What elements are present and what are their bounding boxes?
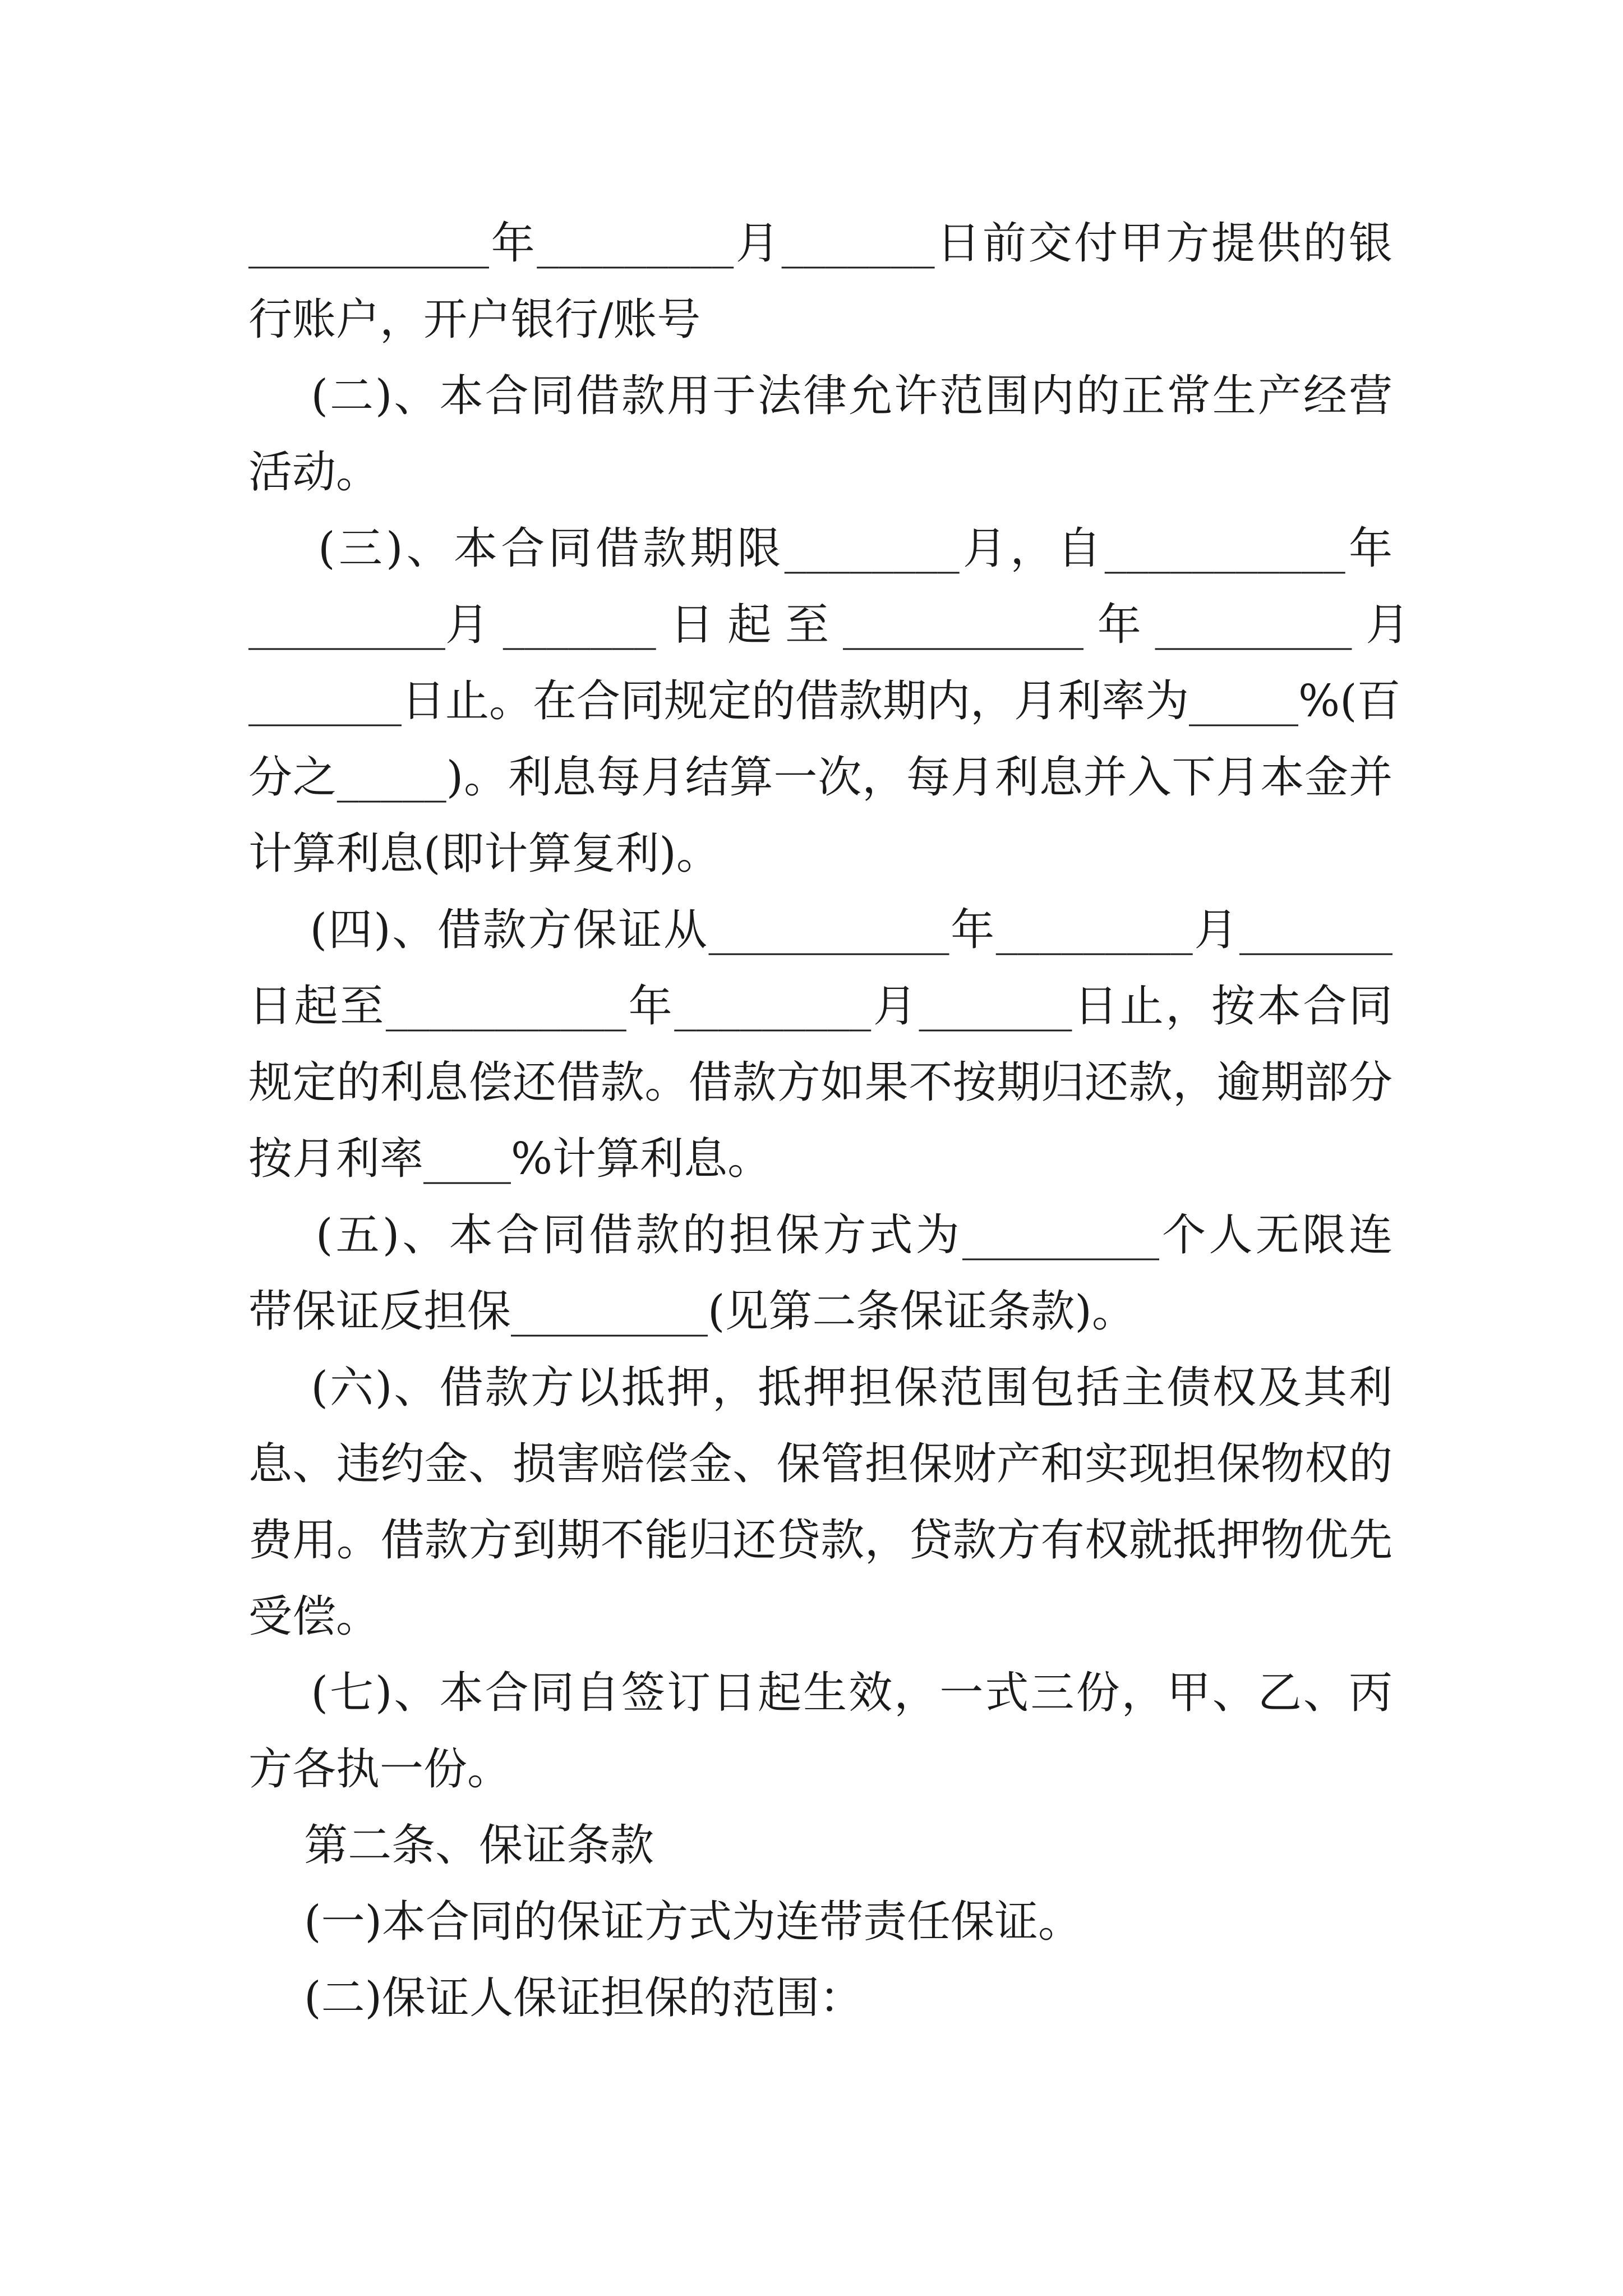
- text-line-21: 方各执一份。: [248, 1744, 511, 1795]
- text-line-20: (七)、本合同自签订日起生效，一式三份，甲、乙、丙: [248, 1668, 1393, 1718]
- text-line-18: 费用。借款方到期不能归还贷款，贷款方有权就抵押物优先: [248, 1515, 1393, 1566]
- text-line-14: (五)、本合同借款的担保方式为_________个人无限连: [248, 1210, 1393, 1260]
- text-line-15: 带保证反担保_________(见第二条保证条款)。: [248, 1286, 1136, 1337]
- text-line-4: 活动。: [248, 447, 380, 498]
- text-line-13: 按月利率____%计算利息。: [248, 1134, 772, 1184]
- text-line-24: (二)保证人保证担保的范围：: [248, 1973, 864, 2023]
- text-line-23: (一)本合同的保证方式为连带责任保证。: [248, 1897, 1082, 1947]
- text-line-12: 规定的利息偿还借款。借款方如果不按期归还款，逾期部分: [248, 1057, 1393, 1108]
- text-line-10: (四)、借款方保证从___________年_________月_______: [248, 905, 1393, 955]
- text-line-5: (三)、本合同借款期限________月，自___________年: [248, 523, 1393, 574]
- text-line-1: ___________年_________月_______日前交付甲方提供的银: [248, 218, 1393, 269]
- section-heading-guarantee-terms: 第二条、保证条款: [248, 1820, 654, 1871]
- text-line-17: 息、违约金、损害赔偿金、保管担保财产和实现担保物权的: [248, 1439, 1393, 1489]
- text-line-6: _________月 _______ 日 起 至 ___________ 年 _________ 月: [248, 600, 1410, 650]
- text-line-7: _______日止。在合同规定的借款期内，月利率为_____%(百: [248, 676, 1401, 726]
- text-line-2: 行账户，开户银行/账号: [248, 295, 701, 345]
- text-line-19: 受偿。: [248, 1591, 380, 1642]
- text-line-3: (二)、本合同借款用于法律允许范围内的正常生产经营: [248, 371, 1393, 421]
- text-line-11: 日起至___________年_________月_______日止，按本合同: [248, 981, 1393, 1032]
- text-line-16: (六)、借款方以抵押，抵押担保范围包括主债权及其利: [248, 1363, 1393, 1413]
- text-line-8: 分之_____)。利息每月结算一次，每月利息并入下月本金并: [248, 752, 1393, 803]
- text-line-9: 计算利息(即计算复利)。: [248, 829, 720, 879]
